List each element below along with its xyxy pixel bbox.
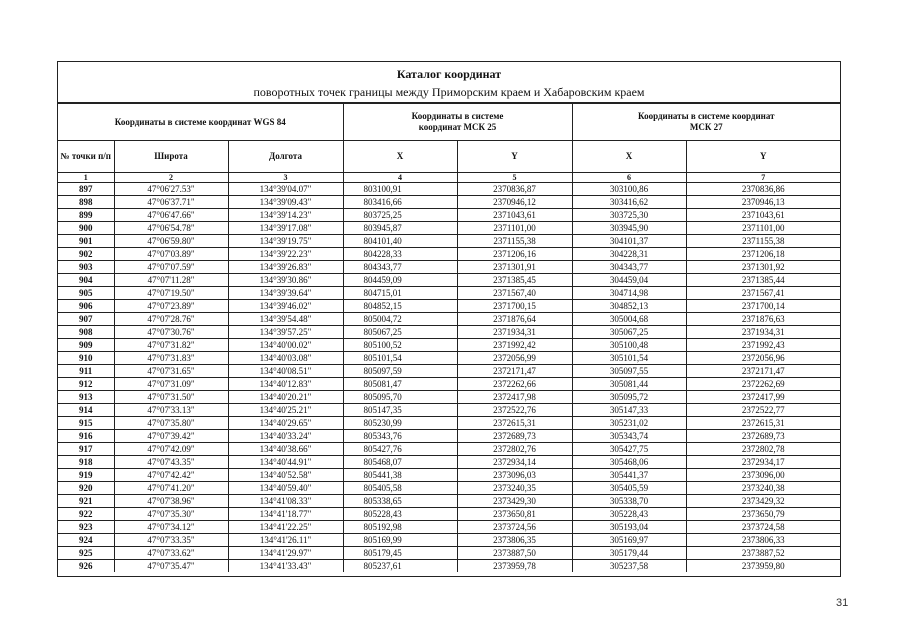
cell-latitude: 47°07'33.35" [114, 534, 228, 547]
table-row [58, 313, 840, 326]
cell-x-msk25: 805427,76 [343, 443, 457, 456]
col-number-3: 3 [228, 173, 343, 183]
cell-point-number: 923 [58, 521, 114, 534]
cell-point-number: 918 [58, 456, 114, 469]
col-number-1: 1 [58, 173, 114, 183]
cell-x-msk25: 805441,38 [343, 469, 457, 482]
cell-x-msk25: 804715,01 [343, 287, 457, 300]
cell-y-msk27: 2372802,78 [686, 443, 840, 456]
cell-x-msk27: 305147,33 [572, 404, 686, 417]
cell-y-msk25: 2371876,64 [457, 313, 572, 326]
cell-x-msk27: 305067,25 [572, 326, 686, 339]
cell-latitude: 47°07'38.96" [114, 495, 228, 508]
cell-point-number: 913 [58, 391, 114, 404]
col-header-longitude: Долгота [228, 141, 343, 173]
cell-x-msk27: 303725,30 [572, 209, 686, 222]
cell-y-msk25: 2372689,73 [457, 430, 572, 443]
cell-point-number: 905 [58, 287, 114, 300]
cell-y-msk27: 2371992,43 [686, 339, 840, 352]
cell-x-msk27: 305228,43 [572, 508, 686, 521]
cell-y-msk25: 2372262,66 [457, 378, 572, 391]
cell-point-number: 917 [58, 443, 114, 456]
cell-point-number: 902 [58, 248, 114, 261]
cell-longitude: 134°41'29.97" [228, 547, 343, 560]
cell-x-msk25: 804101,40 [343, 235, 457, 248]
cell-x-msk27: 305405,59 [572, 482, 686, 495]
col-number-7: 7 [686, 173, 840, 183]
cell-y-msk27: 2373959,80 [686, 560, 840, 573]
cell-longitude: 134°41'08.33" [228, 495, 343, 508]
cell-y-msk27: 2372615,31 [686, 417, 840, 430]
cell-x-msk27: 305427,75 [572, 443, 686, 456]
cell-latitude: 47°07'31.65" [114, 365, 228, 378]
cell-x-msk27: 305343,74 [572, 430, 686, 443]
cell-x-msk27: 305081,44 [572, 378, 686, 391]
cell-longitude: 134°39'26.83" [228, 261, 343, 274]
cell-x-msk27: 305100,48 [572, 339, 686, 352]
cell-x-msk25: 803945,87 [343, 222, 457, 235]
cell-latitude: 47°07'31.82" [114, 339, 228, 352]
cell-y-msk27: 2371385,44 [686, 274, 840, 287]
col-number-5: 5 [457, 173, 572, 183]
col-header-latitude: Широта [114, 141, 228, 173]
cell-x-msk27: 305179,44 [572, 547, 686, 560]
cell-x-msk27: 304228,31 [572, 248, 686, 261]
table-row [58, 365, 840, 378]
cell-x-msk27: 305237,58 [572, 560, 686, 573]
cell-y-msk27: 2371934,31 [686, 326, 840, 339]
cell-point-number: 926 [58, 560, 114, 573]
cell-x-msk27: 304101,37 [572, 235, 686, 248]
cell-y-msk27: 2372171,47 [686, 365, 840, 378]
cell-x-msk27: 305101,54 [572, 352, 686, 365]
col-number-2: 2 [114, 173, 228, 183]
group-header-msk25: Координаты в системе координат МСК 25 [343, 104, 572, 141]
table-row [58, 508, 840, 521]
cell-x-msk27: 305468,06 [572, 456, 686, 469]
cell-point-number: 920 [58, 482, 114, 495]
cell-point-number: 915 [58, 417, 114, 430]
cell-point-number: 919 [58, 469, 114, 482]
cell-x-msk25: 805237,61 [343, 560, 457, 573]
table-body [58, 183, 840, 573]
cell-y-msk27: 2373429,32 [686, 495, 840, 508]
cell-y-msk27: 2372934,17 [686, 456, 840, 469]
cell-y-msk25: 2373806,35 [457, 534, 572, 547]
cell-longitude: 134°39'39.64" [228, 287, 343, 300]
cell-y-msk27: 2371155,38 [686, 235, 840, 248]
table-row [58, 261, 840, 274]
cell-longitude: 134°40'20.21" [228, 391, 343, 404]
cell-y-msk25: 2372417,98 [457, 391, 572, 404]
cell-longitude: 134°41'33.43" [228, 560, 343, 573]
col-header-y-msk25: Y [457, 141, 572, 173]
cell-point-number: 914 [58, 404, 114, 417]
table-row [58, 339, 840, 352]
cell-longitude: 134°40'29.65" [228, 417, 343, 430]
table-row [58, 235, 840, 248]
table-row [58, 430, 840, 443]
cell-latitude: 47°06'59.80" [114, 235, 228, 248]
table-row [58, 456, 840, 469]
cell-y-msk27: 2371876,63 [686, 313, 840, 326]
cell-longitude: 134°39'04.07" [228, 183, 343, 196]
cell-point-number: 899 [58, 209, 114, 222]
cell-latitude: 47°07'35.30" [114, 508, 228, 521]
table-row [58, 378, 840, 391]
cell-x-msk27: 305004,68 [572, 313, 686, 326]
table-row [58, 560, 840, 573]
col-header-point-number: № точки п/п [58, 141, 114, 173]
cell-longitude: 134°40'33.24" [228, 430, 343, 443]
col-number-6: 6 [572, 173, 686, 183]
cell-latitude: 47°07'42.09" [114, 443, 228, 456]
cell-y-msk25: 2372934,14 [457, 456, 572, 469]
cell-latitude: 47°07'03.89" [114, 248, 228, 261]
cell-point-number: 906 [58, 300, 114, 313]
cell-longitude: 134°40'59.40" [228, 482, 343, 495]
cell-y-msk25: 2373096,03 [457, 469, 572, 482]
table-row [58, 482, 840, 495]
table-row [58, 209, 840, 222]
cell-y-msk27: 2372689,73 [686, 430, 840, 443]
cell-x-msk25: 805147,35 [343, 404, 457, 417]
cell-x-msk27: 305231,02 [572, 417, 686, 430]
cell-point-number: 924 [58, 534, 114, 547]
cell-y-msk25: 2373959,78 [457, 560, 572, 573]
cell-y-msk27: 2370946,13 [686, 196, 840, 209]
cell-y-msk27: 2371206,18 [686, 248, 840, 261]
cell-x-msk25: 805338,65 [343, 495, 457, 508]
cell-longitude: 134°39'09.43" [228, 196, 343, 209]
cell-latitude: 47°07'33.13" [114, 404, 228, 417]
cell-latitude: 47°07'39.42" [114, 430, 228, 443]
cell-x-msk25: 805343,76 [343, 430, 457, 443]
cell-x-msk27: 305095,72 [572, 391, 686, 404]
cell-y-msk27: 2371700,14 [686, 300, 840, 313]
cell-y-msk25: 2371992,42 [457, 339, 572, 352]
cell-x-msk25: 804852,15 [343, 300, 457, 313]
table-row [58, 495, 840, 508]
cell-point-number: 907 [58, 313, 114, 326]
cell-x-msk27: 304714,98 [572, 287, 686, 300]
cell-longitude: 134°39'22.23" [228, 248, 343, 261]
cell-point-number: 903 [58, 261, 114, 274]
coordinate-catalog-sheet [57, 61, 841, 577]
cell-y-msk25: 2371385,45 [457, 274, 572, 287]
cell-latitude: 47°07'35.80" [114, 417, 228, 430]
table-row [58, 391, 840, 404]
cell-y-msk25: 2371101,00 [457, 222, 572, 235]
cell-latitude: 47°07'28.76" [114, 313, 228, 326]
cell-point-number: 898 [58, 196, 114, 209]
cell-y-msk27: 2373096,00 [686, 469, 840, 482]
cell-y-msk25: 2373240,35 [457, 482, 572, 495]
cell-y-msk27: 2372417,99 [686, 391, 840, 404]
cell-y-msk27: 2370836,86 [686, 183, 840, 196]
table-row [58, 287, 840, 300]
cell-latitude: 47°07'34.12" [114, 521, 228, 534]
cell-y-msk25: 2371934,31 [457, 326, 572, 339]
cell-x-msk27: 305193,04 [572, 521, 686, 534]
cell-x-msk25: 805004,72 [343, 313, 457, 326]
cell-y-msk27: 2371567,41 [686, 287, 840, 300]
cell-y-msk25: 2372802,76 [457, 443, 572, 456]
cell-point-number: 897 [58, 183, 114, 196]
table-row [58, 443, 840, 456]
cell-longitude: 134°41'18.77" [228, 508, 343, 521]
cell-latitude: 47°07'41.20" [114, 482, 228, 495]
table-row [58, 547, 840, 560]
cell-x-msk27: 305169,97 [572, 534, 686, 547]
cell-y-msk25: 2372171,47 [457, 365, 572, 378]
cell-x-msk25: 803725,25 [343, 209, 457, 222]
cell-x-msk25: 805100,52 [343, 339, 457, 352]
cell-x-msk25: 805405,58 [343, 482, 457, 495]
cell-y-msk25: 2371700,15 [457, 300, 572, 313]
cell-longitude: 134°40'00.02" [228, 339, 343, 352]
cell-y-msk25: 2371155,38 [457, 235, 572, 248]
table-row [58, 248, 840, 261]
cell-y-msk27: 2371043,61 [686, 209, 840, 222]
cell-longitude: 134°39'30.86" [228, 274, 343, 287]
cell-longitude: 134°40'25.21" [228, 404, 343, 417]
cell-x-msk25: 805230,99 [343, 417, 457, 430]
cell-x-msk25: 805169,99 [343, 534, 457, 547]
cell-y-msk27: 2371101,00 [686, 222, 840, 235]
cell-latitude: 47°07'31.50" [114, 391, 228, 404]
cell-latitude: 47°07'42.42" [114, 469, 228, 482]
cell-x-msk25: 804343,77 [343, 261, 457, 274]
cell-latitude: 47°07'19.50" [114, 287, 228, 300]
table-row [58, 469, 840, 482]
table-row [58, 352, 840, 365]
cell-latitude: 47°07'31.09" [114, 378, 228, 391]
cell-point-number: 904 [58, 274, 114, 287]
cell-x-msk27: 305338,70 [572, 495, 686, 508]
group-header-wgs84: Координаты в системе координат WGS 84 [58, 104, 343, 141]
cell-y-msk25: 2371567,40 [457, 287, 572, 300]
table-header [58, 104, 840, 183]
page-number: 31 [836, 597, 849, 609]
cell-point-number: 925 [58, 547, 114, 560]
cell-point-number: 909 [58, 339, 114, 352]
cell-x-msk25: 805468,07 [343, 456, 457, 469]
cell-longitude: 134°39'14.23" [228, 209, 343, 222]
cell-x-msk25: 805228,43 [343, 508, 457, 521]
cell-x-msk25: 803416,66 [343, 196, 457, 209]
cell-y-msk25: 2373429,30 [457, 495, 572, 508]
cell-y-msk25: 2373724,56 [457, 521, 572, 534]
table-row [58, 183, 840, 196]
cell-y-msk27: 2371301,92 [686, 261, 840, 274]
cell-point-number: 911 [58, 365, 114, 378]
cell-x-msk25: 805101,54 [343, 352, 457, 365]
col-header-x-msk27: X [572, 141, 686, 173]
cell-y-msk27: 2373724,58 [686, 521, 840, 534]
cell-x-msk25: 805095,70 [343, 391, 457, 404]
cell-longitude: 134°41'22.25" [228, 521, 343, 534]
cell-x-msk27: 305441,37 [572, 469, 686, 482]
cell-x-msk27: 305097,55 [572, 365, 686, 378]
cell-latitude: 47°07'23.89" [114, 300, 228, 313]
cell-x-msk27: 303100,86 [572, 183, 686, 196]
cell-longitude: 134°40'52.58" [228, 469, 343, 482]
cell-x-msk25: 805067,25 [343, 326, 457, 339]
cell-point-number: 900 [58, 222, 114, 235]
table-row [58, 521, 840, 534]
cell-x-msk25: 805179,45 [343, 547, 457, 560]
cell-latitude: 47°06'54.78" [114, 222, 228, 235]
col-header-x-msk25: X [343, 141, 457, 173]
cell-x-msk25: 805192,98 [343, 521, 457, 534]
catalog-subtitle: поворотных точек границы между Приморским краем и Хабаровским краем [253, 85, 645, 99]
cell-x-msk27: 304343,77 [572, 261, 686, 274]
cell-longitude: 134°40'03.08" [228, 352, 343, 365]
table-row [58, 196, 840, 209]
cell-x-msk25: 803100,91 [343, 183, 457, 196]
cell-point-number: 922 [58, 508, 114, 521]
table-row [58, 326, 840, 339]
cell-longitude: 134°41'26.11" [228, 534, 343, 547]
cell-y-msk25: 2370946,12 [457, 196, 572, 209]
cell-latitude: 47°06'27.53" [114, 183, 228, 196]
cell-latitude: 47°07'33.62" [114, 547, 228, 560]
cell-latitude: 47°07'07.59" [114, 261, 228, 274]
cell-longitude: 134°39'57.25" [228, 326, 343, 339]
catalog-title: Каталог координат [396, 67, 502, 81]
table-row [58, 274, 840, 287]
cell-y-msk27: 2372056,96 [686, 352, 840, 365]
cell-latitude: 47°07'30.76" [114, 326, 228, 339]
cell-y-msk25: 2371043,61 [457, 209, 572, 222]
cell-longitude: 134°39'54.48" [228, 313, 343, 326]
cell-x-msk25: 804459,09 [343, 274, 457, 287]
cell-y-msk25: 2372056,99 [457, 352, 572, 365]
cell-latitude: 47°06'47.66" [114, 209, 228, 222]
cell-y-msk25: 2371301,91 [457, 261, 572, 274]
cell-y-msk27: 2372262,69 [686, 378, 840, 391]
cell-y-msk25: 2373650,81 [457, 508, 572, 521]
col-header-y-msk27: Y [686, 141, 840, 173]
cell-x-msk27: 304852,13 [572, 300, 686, 313]
col-number-4: 4 [343, 173, 457, 183]
cell-y-msk27: 2373887,52 [686, 547, 840, 560]
cell-x-msk25: 805097,59 [343, 365, 457, 378]
coordinate-table [58, 103, 840, 572]
cell-y-msk27: 2372522,77 [686, 404, 840, 417]
cell-latitude: 47°06'37.71" [114, 196, 228, 209]
cell-y-msk25: 2370836,87 [457, 183, 572, 196]
title-block [58, 62, 840, 103]
cell-longitude: 134°40'08.51" [228, 365, 343, 378]
cell-latitude: 47°07'31.83" [114, 352, 228, 365]
cell-latitude: 47°07'11.28" [114, 274, 228, 287]
cell-x-msk25: 804228,33 [343, 248, 457, 261]
cell-longitude: 134°40'38.66" [228, 443, 343, 456]
cell-x-msk27: 303416,62 [572, 196, 686, 209]
cell-y-msk27: 2373806,33 [686, 534, 840, 547]
cell-latitude: 47°07'35.47" [114, 560, 228, 573]
cell-y-msk25: 2372522,76 [457, 404, 572, 417]
cell-latitude: 47°07'43.35" [114, 456, 228, 469]
cell-point-number: 912 [58, 378, 114, 391]
cell-longitude: 134°39'19.75" [228, 235, 343, 248]
cell-point-number: 901 [58, 235, 114, 248]
cell-longitude: 134°40'44.91" [228, 456, 343, 469]
cell-x-msk25: 805081,47 [343, 378, 457, 391]
cell-point-number: 921 [58, 495, 114, 508]
cell-point-number: 916 [58, 430, 114, 443]
group-header-msk27: Координаты в системе координат МСК 27 [572, 104, 840, 141]
table-row [58, 404, 840, 417]
table-row [58, 300, 840, 313]
cell-y-msk25: 2372615,31 [457, 417, 572, 430]
cell-point-number: 910 [58, 352, 114, 365]
cell-y-msk27: 2373650,79 [686, 508, 840, 521]
cell-longitude: 134°39'17.08" [228, 222, 343, 235]
cell-longitude: 134°40'12.83" [228, 378, 343, 391]
cell-x-msk27: 304459,04 [572, 274, 686, 287]
cell-y-msk27: 2373240,38 [686, 482, 840, 495]
cell-point-number: 908 [58, 326, 114, 339]
cell-y-msk25: 2371206,16 [457, 248, 572, 261]
cell-y-msk25: 2373887,50 [457, 547, 572, 560]
table-row [58, 534, 840, 547]
cell-x-msk27: 303945,90 [572, 222, 686, 235]
table-row [58, 417, 840, 430]
cell-longitude: 134°39'46.02" [228, 300, 343, 313]
table-row [58, 222, 840, 235]
